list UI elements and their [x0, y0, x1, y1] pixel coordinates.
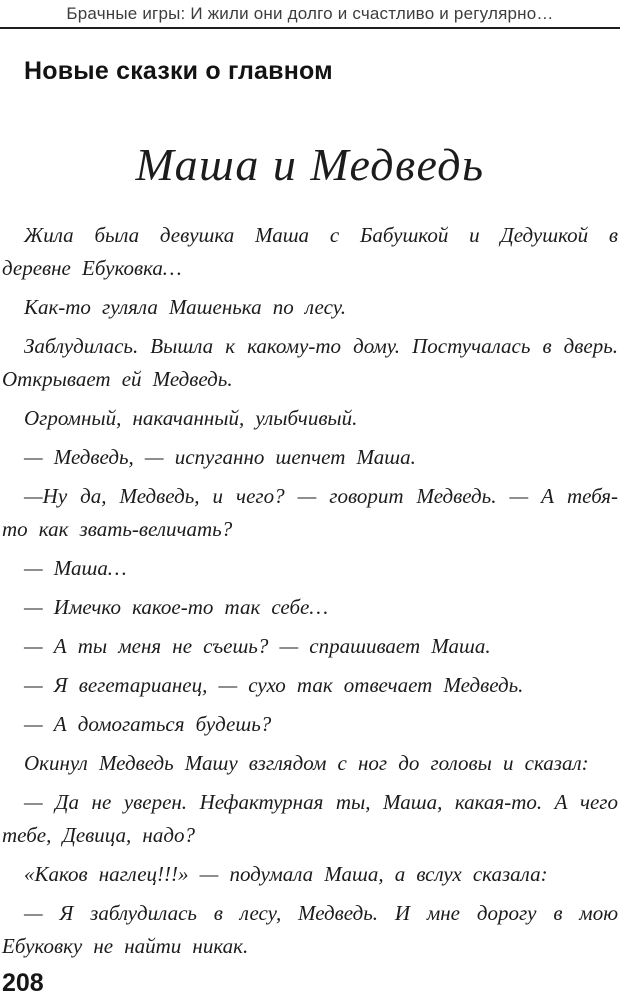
story-paragraph: —Ну да, Медведь, и чего? — говорит Медведь. — А тебя-то как звать-величать? [2, 484, 618, 541]
story-paragraph: Окинул Медведь Машу взглядом с ног до головы и сказал: [24, 751, 589, 775]
story-title: Маша и Медведь [135, 139, 485, 190]
story-body [0, 219, 620, 969]
section-heading: Новые сказки о главном [24, 57, 333, 85]
story-paragraph: Как-то гуляла Машенька по лесу. [24, 295, 347, 319]
story-paragraph: — Да не уверен. Нефактурная ты, Маша, какая-то. А чего тебе, Девица, надо? [2, 790, 618, 847]
story-paragraph: — Я заблудилась в лесу, Медведь. И мне дорогу в мою Ебуковку не найти никак. [2, 901, 618, 958]
story-paragraph: — Медведь, — испуганно шепчет Маша. [24, 445, 416, 469]
header-divider [0, 27, 620, 29]
story-paragraph: «Каков наглец!!!» — подумала Маша, а вслух сказала: [24, 862, 548, 886]
running-header: Брачные игры: И жили они долго и счастливо и регулярно… [66, 4, 554, 23]
story-paragraph: — А домогаться будешь? [24, 712, 272, 736]
story-paragraph: — Я вегетарианец, — сухо так отвечает Медведь. [24, 673, 524, 697]
story-paragraph: Огромный, накачанный, улыбчивый. [24, 406, 358, 430]
story-paragraph: — А ты меня не съешь? — спрашивает Маша. [24, 634, 491, 658]
story-paragraph: Жила была девушка Маша с Бабушкой и Дедушкой в деревне Ебуковка… [2, 223, 618, 280]
story-paragraph: Заблудилась. Вышла к какому-то дому. Постучалась в дверь. Открывает ей Медведь. [2, 334, 618, 391]
story-paragraph: — Маша… [24, 556, 127, 580]
story-paragraph: — Имечко какое-то так себе… [24, 595, 329, 619]
page-number: 208 [2, 969, 44, 997]
